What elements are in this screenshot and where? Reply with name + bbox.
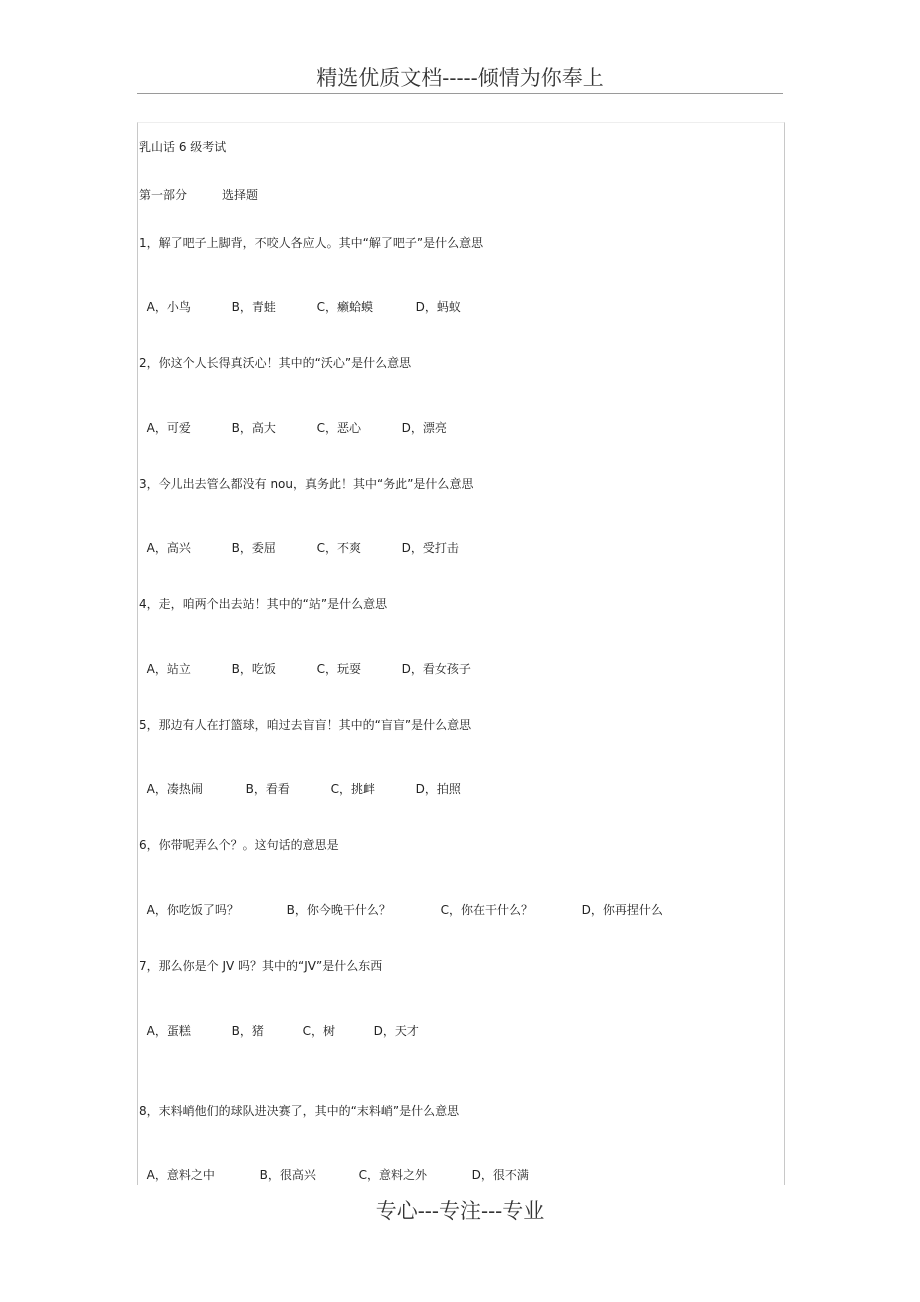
option-c: C，癞蛤蟆 [316,300,374,314]
options-7 [139,1007,419,1039]
question-7: 7，那么你是个 JV 吗？其中的“JV”是什么东西 [139,959,383,973]
options-2 [139,404,447,436]
document-title: 乳山话 6 级考试 [139,140,227,154]
section-heading [139,187,258,203]
page-footer: 专心---专注---专业 [375,1199,545,1223]
option-a: A，你吃饭了吗？ [146,903,239,917]
section-name: 选择题 [222,188,259,202]
page-header: 精选优质文档-----倾情为你奉上 [316,66,604,90]
option-b: B，你今晚干什么？ [286,903,391,917]
header-divider [137,93,783,94]
option-a: A，凑热闹 [146,782,203,796]
option-c: C，你在干什么？ [440,903,534,917]
option-d: D，你再捏什么 [581,903,663,917]
option-b: B，很高兴 [259,1168,316,1182]
option-d: D，受打击 [401,541,459,555]
option-d: D，很不满 [471,1168,529,1182]
options-1 [139,283,461,315]
option-a: A，站立 [146,662,191,676]
option-a: A，小鸟 [146,300,191,314]
option-b: B，委屈 [231,541,276,555]
option-a: A，可爱 [146,421,191,435]
question-5: 5，那边有人在打篮球，咱过去盲盲！其中的“盲盲”是什么意思 [139,718,472,732]
option-c: C，挑衅 [330,782,376,796]
option-b: B，青蛙 [231,300,276,314]
options-3 [139,524,459,556]
option-a: A，高兴 [146,541,191,555]
option-b: B，吃饭 [231,662,276,676]
options-6 [139,886,663,918]
option-b: B，猪 [231,1024,264,1038]
option-a: A，蛋糕 [146,1024,191,1038]
question-1: 1，解了吧子上脚背，不咬人各应人。其中“解了吧子”是什么意思 [139,236,484,250]
question-2: 2，你这个人长得真沃心！其中的“沃心”是什么意思 [139,356,412,370]
option-c: C，不爽 [316,541,362,555]
option-a: A，意料之中 [146,1168,215,1182]
question-3: 3，今儿出去管么都没有 nou，真务此！其中“务此”是什么意思 [139,477,474,491]
option-d: D，蚂蚁 [415,300,461,314]
option-d: D，天才 [373,1024,419,1038]
option-b: B，高大 [231,421,276,435]
option-d: D，漂亮 [401,421,447,435]
option-c: C，玩耍 [316,662,362,676]
question-6: 6，你带呢弄么个？。这句话的意思是 [139,838,339,852]
option-b: B，看看 [245,782,290,796]
option-d: D，拍照 [415,782,461,796]
option-c: C，树 [302,1024,336,1038]
option-c: C，恶心 [316,421,362,435]
option-c: C，意料之外 [358,1168,428,1182]
option-d: D，看女孩子 [401,662,471,676]
options-4 [139,645,471,677]
question-4: 4，走，咱两个出去站！其中的“站”是什么意思 [139,597,388,611]
question-8: 8，末料峭他们的球队进决赛了，其中的“末料峭”是什么意思 [139,1104,460,1118]
options-8 [139,1151,529,1183]
section-part: 第一部分 [139,188,188,202]
options-5 [139,765,461,797]
